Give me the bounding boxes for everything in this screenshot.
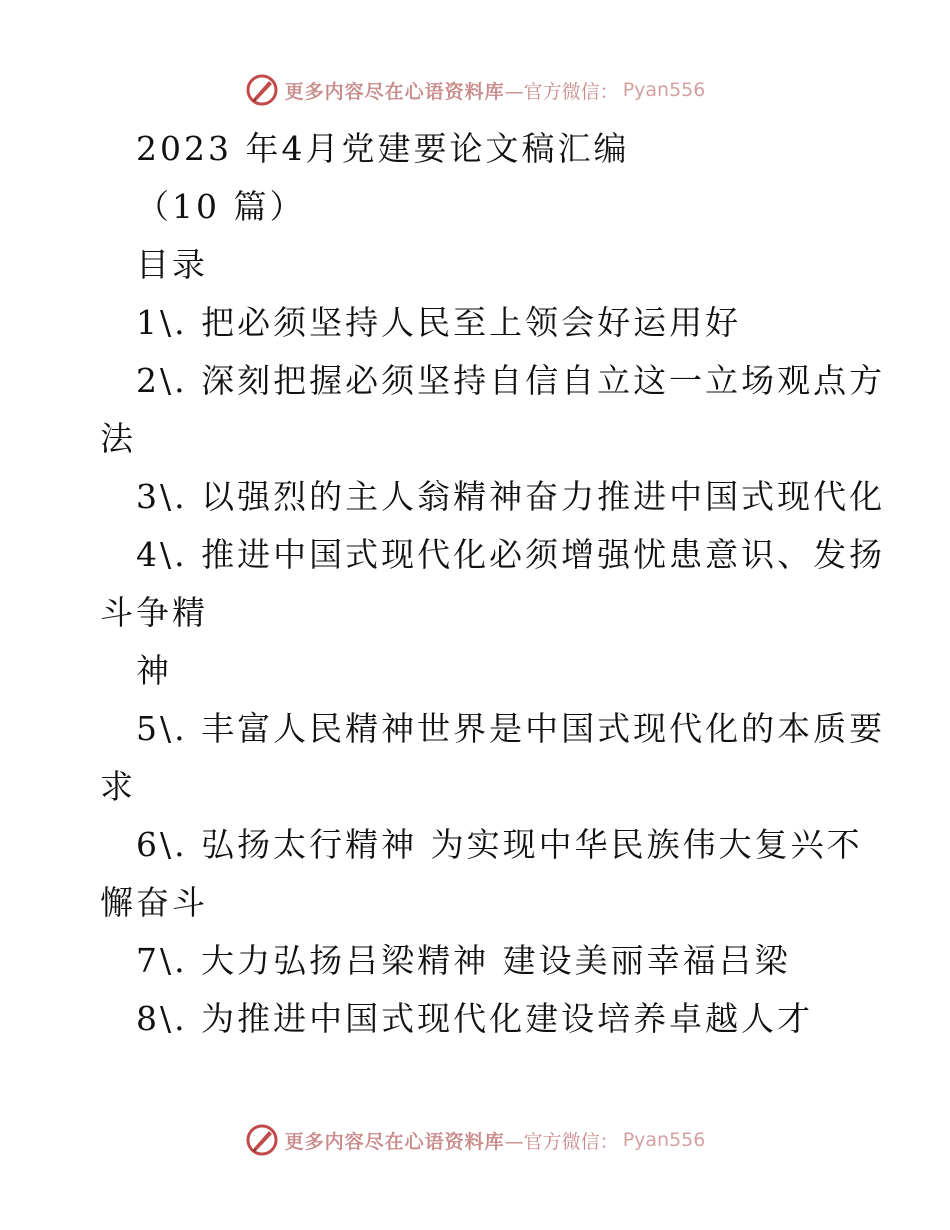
toc-item-text: 深刻把握必须坚持自信自立这一立场观点方 — [201, 361, 886, 400]
pen-logo-icon — [245, 1123, 279, 1157]
toc-item-number: 3\. — [136, 477, 188, 516]
toc-item — [100, 700, 886, 758]
toc-item-continuation — [100, 874, 860, 932]
toc-list — [100, 294, 886, 1048]
toc-item-number: 6\. — [136, 825, 188, 864]
toc-item-text: 斗争精 — [100, 593, 208, 632]
watermark-footer — [0, 1120, 950, 1160]
toc-item-text: 推进中国式现代化必须增强忧患意识、发扬 — [201, 535, 886, 574]
toc-item-continuation — [100, 584, 860, 642]
toc-item-text: 懈奋斗 — [100, 883, 208, 922]
toc-item — [100, 294, 860, 352]
pen-logo-icon — [245, 73, 279, 107]
toc-item-text: 法 — [100, 419, 136, 458]
document-subtitle: （10 篇） — [136, 187, 306, 226]
toc-item-text: 以强烈的主人翁精神奋力推进中国式现代化 — [201, 477, 886, 516]
toc-item — [100, 468, 886, 526]
toc-item — [100, 526, 886, 584]
toc-item-text: 求 — [100, 767, 136, 806]
watermark-text-main: 更多内容尽在心语资料库 — [284, 80, 505, 103]
toc-item — [100, 932, 860, 990]
toc-item — [100, 816, 863, 874]
watermark-text-rest: —官方微信： — [504, 1130, 619, 1153]
toc-item-number: 8\. — [136, 999, 188, 1038]
toc-item-continuation — [100, 642, 860, 700]
toc-item-number: 7\. — [136, 941, 188, 980]
toc-item-text: 为推进中国式现代化建设培养卓越人才 — [201, 999, 814, 1038]
watermark-header — [0, 70, 950, 110]
watermark-text-rest: —官方微信： — [504, 80, 619, 103]
toc-heading: 目录 — [136, 245, 208, 284]
toc-item — [100, 990, 860, 1048]
toc-item-continuation — [100, 758, 860, 816]
watermark-id: Pyan556 — [622, 1129, 706, 1151]
toc-item-text: 大力弘扬吕梁精神 建设美丽幸福吕梁 — [201, 941, 791, 980]
document-title: 2023 年4月党建要论文稿汇编 — [136, 129, 630, 168]
document-body — [100, 120, 886, 1048]
toc-item-number: 4\. — [136, 535, 188, 574]
toc-item-number: 2\. — [136, 361, 188, 400]
toc-item-continuation — [100, 410, 860, 468]
watermark-text-main: 更多内容尽在心语资料库 — [284, 1130, 505, 1153]
toc-item-number: 5\. — [136, 709, 188, 748]
toc-item — [100, 352, 886, 410]
toc-item-text: 把必须坚持人民至上领会好运用好 — [201, 303, 742, 342]
watermark-id: Pyan556 — [622, 79, 706, 101]
toc-item-text: 丰富人民精神世界是中国式现代化的本质要 — [201, 709, 886, 748]
toc-item-text: 弘扬太行精神 为实现中华民族伟大复兴不 — [201, 825, 863, 864]
toc-item-number: 1\. — [136, 303, 188, 342]
toc-item-text: 神 — [136, 651, 172, 690]
